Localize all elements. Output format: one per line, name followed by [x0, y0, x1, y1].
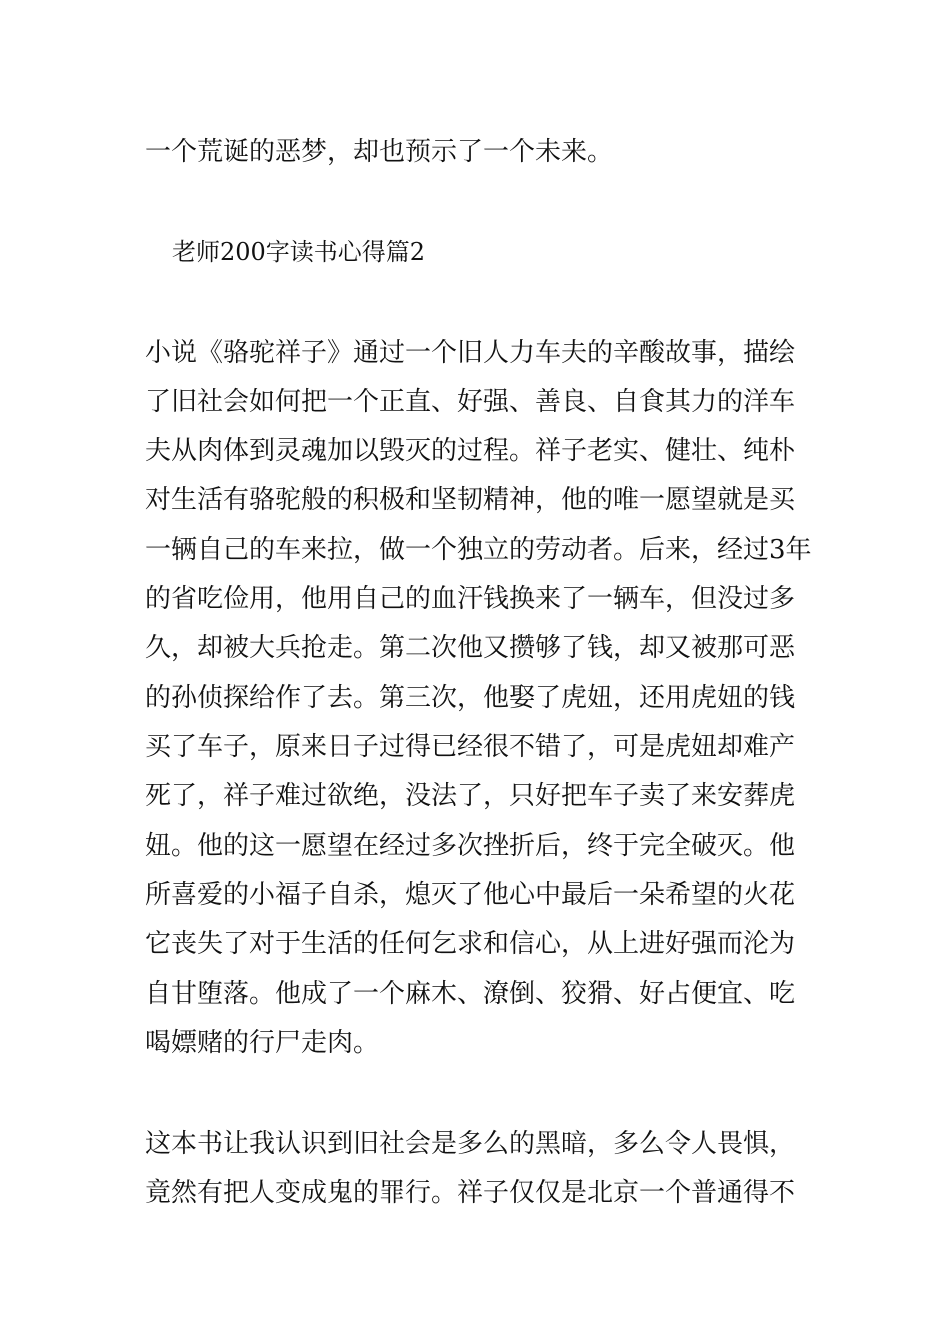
paragraph-line: 的省吃俭用，他用自己的血汗钱换来了一辆车，但没过多: [145, 584, 796, 614]
paragraph-line: 买了车子，原来日子过得已经很不错了，可是虎妞却难产: [145, 732, 796, 762]
paragraph-line: 所喜爱的小福子自杀，熄灭了他心中最后一朵希望的火花: [145, 880, 796, 910]
paragraph-line: 的孙侦探给作了去。第三次，他娶了虎妞，还用虎妞的钱: [145, 683, 796, 713]
paragraph-line: 妞。他的这一愿望在经过多次挫折后，终于完全破灭。他: [145, 831, 796, 861]
paragraph-line: 对生活有骆驼般的积极和坚韧精神，他的唯一愿望就是买: [145, 485, 796, 515]
paragraph-line: 死了，祥子难过欲绝，没法了，只好把车子卖了来安葬虎: [145, 781, 796, 811]
paragraph-line: 喝嫖赌的行尸走肉。: [145, 1028, 380, 1058]
paragraph-line: 一辆自己的车来拉，做一个独立的劳动者。后来，经过3年: [145, 535, 812, 565]
continuation-line: 一个荒诞的恶梦，却也预示了一个未来。: [145, 137, 614, 167]
paragraph-line: 竟然有把人变成鬼的罪行。祥子仅仅是北京一个普通得不: [145, 1178, 796, 1208]
paragraph-line: 它丧失了对于生活的任何乞求和信心，从上进好强而沦为: [145, 929, 796, 959]
paragraph-line: 小说《骆驼祥子》通过一个旧人力车夫的辛酸故事，描绘: [145, 338, 796, 368]
paragraph-line: 夫从肉体到灵魂加以毁灭的过程。祥子老实、健壮、纯朴: [145, 436, 796, 466]
paragraph-line: 这本书让我认识到旧社会是多么的黑暗，多么令人畏惧，: [145, 1129, 796, 1159]
paragraph-line: 自甘堕落。他成了一个麻木、潦倒、狡猾、好占便宜、吃: [145, 979, 796, 1009]
section-heading: 老师200字读书心得篇2: [172, 238, 426, 266]
paragraph-line: 了旧社会如何把一个正直、好强、善良、自食其力的洋车: [145, 387, 796, 417]
paragraph-line: 久，却被大兵抢走。第二次他又攒够了钱，却又被那可恶: [145, 633, 796, 663]
